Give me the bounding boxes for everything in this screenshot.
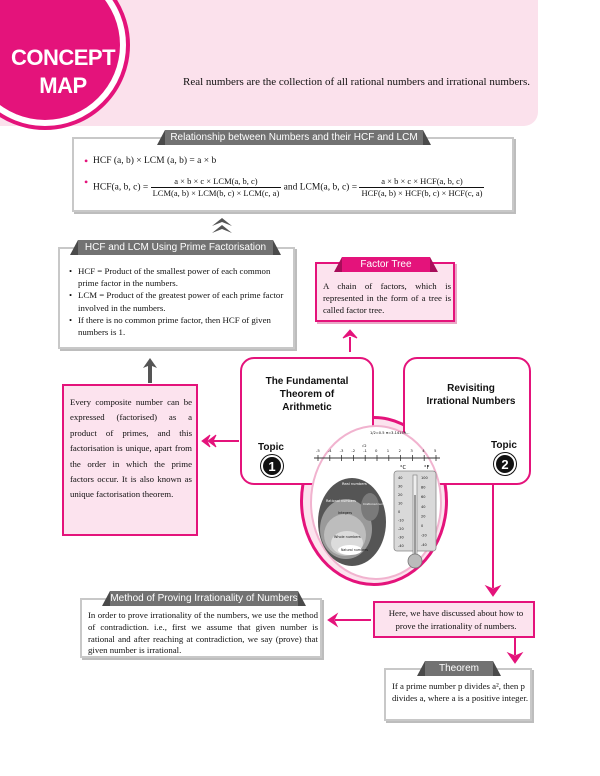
number-line-label: -4 bbox=[327, 448, 332, 453]
prime-item-lcm: • LCM = Product of the greatest power of each prime factor involved in the numbers. bbox=[69, 289, 291, 313]
number-line-label: 1 bbox=[386, 448, 390, 453]
annotation-pi: π=3.14159... bbox=[386, 431, 410, 435]
fraction-hcf-den: LCM(a, b) × LCM(b, c) × LCM(c, a) bbox=[152, 188, 280, 198]
celsius-tick-label: 30 bbox=[398, 484, 403, 489]
fahrenheit-tick-label: -40 bbox=[421, 543, 427, 548]
arrow-up-prime bbox=[143, 358, 157, 383]
celsius-tick-label: -40 bbox=[398, 544, 404, 548]
number-line-label: -3 bbox=[339, 448, 344, 453]
celsius-unit: °C bbox=[400, 465, 406, 471]
topic2-title: Revisiting Irrational Numbers bbox=[426, 383, 516, 407]
celsius-tick-label: -20 bbox=[398, 527, 404, 531]
celsius-tick-label: 20 bbox=[398, 493, 403, 497]
number-line-label: 4 bbox=[422, 448, 425, 453]
fahrenheit-tick-label: 0 bbox=[421, 524, 424, 528]
venn-label-natural: Natural numbers bbox=[341, 548, 368, 552]
fraction-lcm-den: HCF(a, b) × HCF(b, c) × HCF(c, a) bbox=[361, 188, 483, 198]
number-line-label: 0 bbox=[375, 448, 378, 453]
badge-line2: MAP bbox=[39, 73, 87, 98]
formula-1-text: HCF (a, b) × LCM (a, b) = a × b bbox=[93, 156, 217, 166]
relationship-title: Relationship between Numbers and their HCF and LCM bbox=[165, 130, 423, 145]
proving-text: In order to prove irrationality of the numbers, we use the method of contradiction. i.e., first we assume that given number is rational and after reaching at contradiction, we say (prove) that given number is irrational. bbox=[88, 610, 318, 656]
number-line-label: -2 bbox=[351, 448, 356, 453]
arrow-up-double-a bbox=[212, 218, 232, 226]
prime-item-hcf: • HCF = Product of the smallest power of each common prime factor in the numbers. bbox=[69, 265, 291, 289]
fahrenheit-tick-label: 40 bbox=[421, 504, 426, 509]
venn-label-real: Real numbers bbox=[342, 482, 367, 486]
venn-label-whole: Whole numbers bbox=[334, 535, 361, 539]
topic1-number: 1 bbox=[261, 455, 283, 477]
factor-tree-text: A chain of factors, which is represented in the form of a tree is called factor tree. bbox=[323, 281, 451, 316]
topic1-title: The Fundamental Theorem of Arithmetic bbox=[265, 376, 349, 413]
theorem-text: If a prime number p divides a², then p divides a, where a is a positive integer. bbox=[392, 681, 529, 703]
celsius-tick-label: 10 bbox=[398, 501, 403, 506]
fahrenheit-tick-label: 20 bbox=[421, 514, 426, 519]
celsius-tick-label: -10 bbox=[398, 518, 404, 523]
fahrenheit-tick-label: 60 bbox=[421, 495, 426, 500]
prime-factorisation-title: HCF and LCM Using Prime Factorisation bbox=[78, 240, 273, 255]
composite-text: Every composite number can be expressed (factorised) as a product of primes, and this factorisation is unique, apart from the order in which the prime factors occur. It is also known as unique factorisation theorem. bbox=[70, 397, 192, 500]
factor-tree-title: Factor Tree bbox=[342, 257, 430, 272]
venn-label-rational: Rational numbers bbox=[326, 499, 356, 503]
proving-title: Method of Proving Irrationality of Numbers bbox=[110, 593, 298, 604]
number-line-label: 2 bbox=[398, 448, 402, 453]
fraction-lcm-num: a × b × c × HCF(a, b, c) bbox=[359, 176, 484, 188]
fahrenheit-tick-label: 100 bbox=[421, 476, 428, 480]
discussed-text: Here, we have discussed about how to prove the irrationality of numbers. bbox=[388, 608, 524, 631]
annotation-root2: √2 bbox=[362, 444, 367, 448]
venn-label-irrational: Irrational numbers bbox=[363, 502, 391, 506]
number-line-label: 5 bbox=[434, 448, 437, 453]
number-line-label: -1 bbox=[363, 448, 367, 453]
number-line-label: -5 bbox=[316, 448, 320, 453]
formula-2-hcf: HCF(a, b, c) = bbox=[93, 182, 149, 193]
arrow-up-double-b bbox=[212, 225, 232, 233]
topic2-label: Topic bbox=[491, 440, 517, 451]
celsius-tick-label: 40 bbox=[398, 476, 403, 480]
number-line-label: 3 bbox=[410, 448, 413, 453]
topic1-label: Topic bbox=[258, 442, 284, 453]
prime-item-no-common: • If there is no common prime factor, then HCF of given numbers is 1. bbox=[69, 314, 291, 338]
badge-line1: CONCEPT bbox=[10, 45, 116, 70]
celsius-tick-label: 0 bbox=[398, 510, 401, 514]
topic2-number: 2 bbox=[494, 453, 516, 475]
annotation-half: 1/2=0.5 bbox=[370, 431, 385, 435]
arrow-factor-tree bbox=[343, 330, 357, 338]
fraction-hcf-num: a × b × c × LCM(a, b, c) bbox=[151, 176, 282, 188]
fahrenheit-tick-label: -20 bbox=[421, 533, 427, 538]
venn-label-integers: Integers bbox=[338, 511, 352, 515]
formula-2-and: and LCM(a, b, c) = bbox=[283, 182, 358, 193]
fahrenheit-unit: °F bbox=[424, 465, 430, 471]
celsius-tick-label: -30 bbox=[398, 535, 404, 540]
theorem-title: Theorem bbox=[425, 661, 493, 676]
intro-text: Real numbers are the collection of all rational numbers and irrational numbers. bbox=[183, 76, 530, 88]
fahrenheit-tick-label: 80 bbox=[421, 485, 426, 490]
